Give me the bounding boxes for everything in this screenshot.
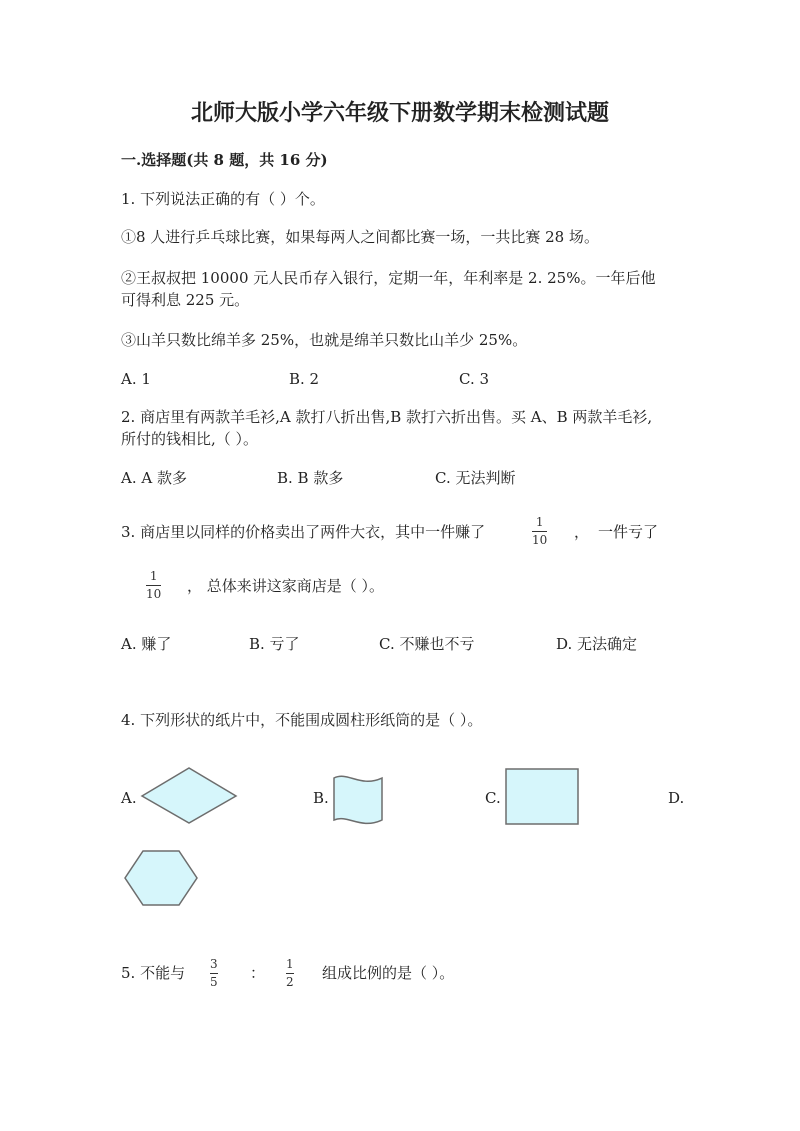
q4-option-b-label[interactable]: B.	[313, 789, 329, 807]
q1-option-a[interactable]: A. 1	[121, 370, 151, 388]
wavy-rectangle-shape	[330, 772, 390, 832]
q3-option-c[interactable]: C. 不赚也不亏	[379, 635, 475, 653]
q2-option-b[interactable]: B. B 款多	[277, 469, 344, 487]
q3-stem-part2: 一件亏了	[598, 523, 659, 541]
fraction-numerator: 3	[210, 957, 218, 971]
q3-comma: ，	[574, 523, 590, 541]
q1-statement-3: ③山羊只数比绵羊多 25%，也就是绵羊只数比山羊少 25%。	[121, 331, 528, 349]
fraction-numerator: 1	[286, 957, 294, 971]
page-title: 北师大版小学六年级下册数学期末检测试题	[190, 100, 609, 126]
fraction-numerator: 1	[149, 569, 158, 583]
q2-option-a[interactable]: A. A 款多	[121, 469, 187, 487]
fraction-denominator: 10	[532, 533, 548, 547]
q1-option-b[interactable]: B. 2	[289, 370, 320, 388]
q5-fraction-1	[210, 958, 218, 989]
q4-stem: 4. 下列形状的纸片中，不能围成圆柱形纸筒的是（ ）。	[121, 711, 483, 729]
q1-stem: 1. 下列说法正确的有（ ）个。	[121, 190, 325, 208]
fraction-bar	[286, 973, 294, 974]
q5-colon: ：	[250, 964, 266, 982]
q1-option-c[interactable]: C. 3	[459, 370, 490, 388]
q1-statement-1: ①8 人进行乒乓球比赛，如果每两人之间都比赛一场，一共比赛 28 场。	[121, 228, 599, 246]
q2-stem-line2: 所付的钱相比,（ ）。	[121, 430, 259, 448]
fraction-bar	[532, 531, 547, 532]
hexagon-shape	[122, 848, 202, 910]
q3-fraction-2	[146, 570, 161, 601]
q5-fraction-2	[286, 958, 294, 989]
q3-stem-part3: ， 总体来讲这家商店是（ ）。	[187, 577, 385, 595]
q5-stem-part2: 组成比例的是（ ）。	[322, 964, 455, 982]
q4-option-d-label[interactable]: D.	[668, 789, 685, 807]
section-heading: 一.选择题(共 8 题，共 16 分)	[121, 151, 328, 169]
fraction-denominator: 5	[210, 975, 218, 989]
rectangle-shape	[504, 767, 582, 827]
fraction-numerator: 1	[535, 515, 544, 529]
q4-option-a-label[interactable]: A.	[121, 789, 137, 807]
q2-option-c[interactable]: C. 无法判断	[435, 469, 516, 487]
q3-option-a[interactable]: A. 赚了	[121, 635, 172, 653]
q1-statement-2-line1: ②王叔叔把 10000 元人民币存入银行，定期一年，年利率是 2. 25%。一年后他	[121, 269, 656, 287]
q1-statement-2-line2: 可得利息 225 元。	[121, 291, 250, 309]
rhombus-shape	[140, 766, 240, 826]
fraction-denominator: 2	[286, 975, 294, 989]
fraction-denominator: 10	[146, 587, 162, 601]
q3-option-d[interactable]: D. 无法确定	[556, 635, 638, 653]
q3-stem-part1: 3. 商店里以同样的价格卖出了两件大衣，其中一件赚了	[121, 523, 486, 541]
q5-stem-part1: 5. 不能与	[121, 964, 186, 982]
fraction-bar	[146, 585, 161, 586]
q2-stem-line1: 2. 商店里有两款羊毛衫,A 款打八折出售,B 款打六折出售。买 A、B 两款羊毛衫,	[121, 408, 653, 426]
fraction-bar	[210, 973, 218, 974]
q3-option-b[interactable]: B. 亏了	[249, 635, 300, 653]
q3-fraction-1	[532, 516, 547, 547]
q4-option-c-label[interactable]: C.	[485, 789, 501, 807]
